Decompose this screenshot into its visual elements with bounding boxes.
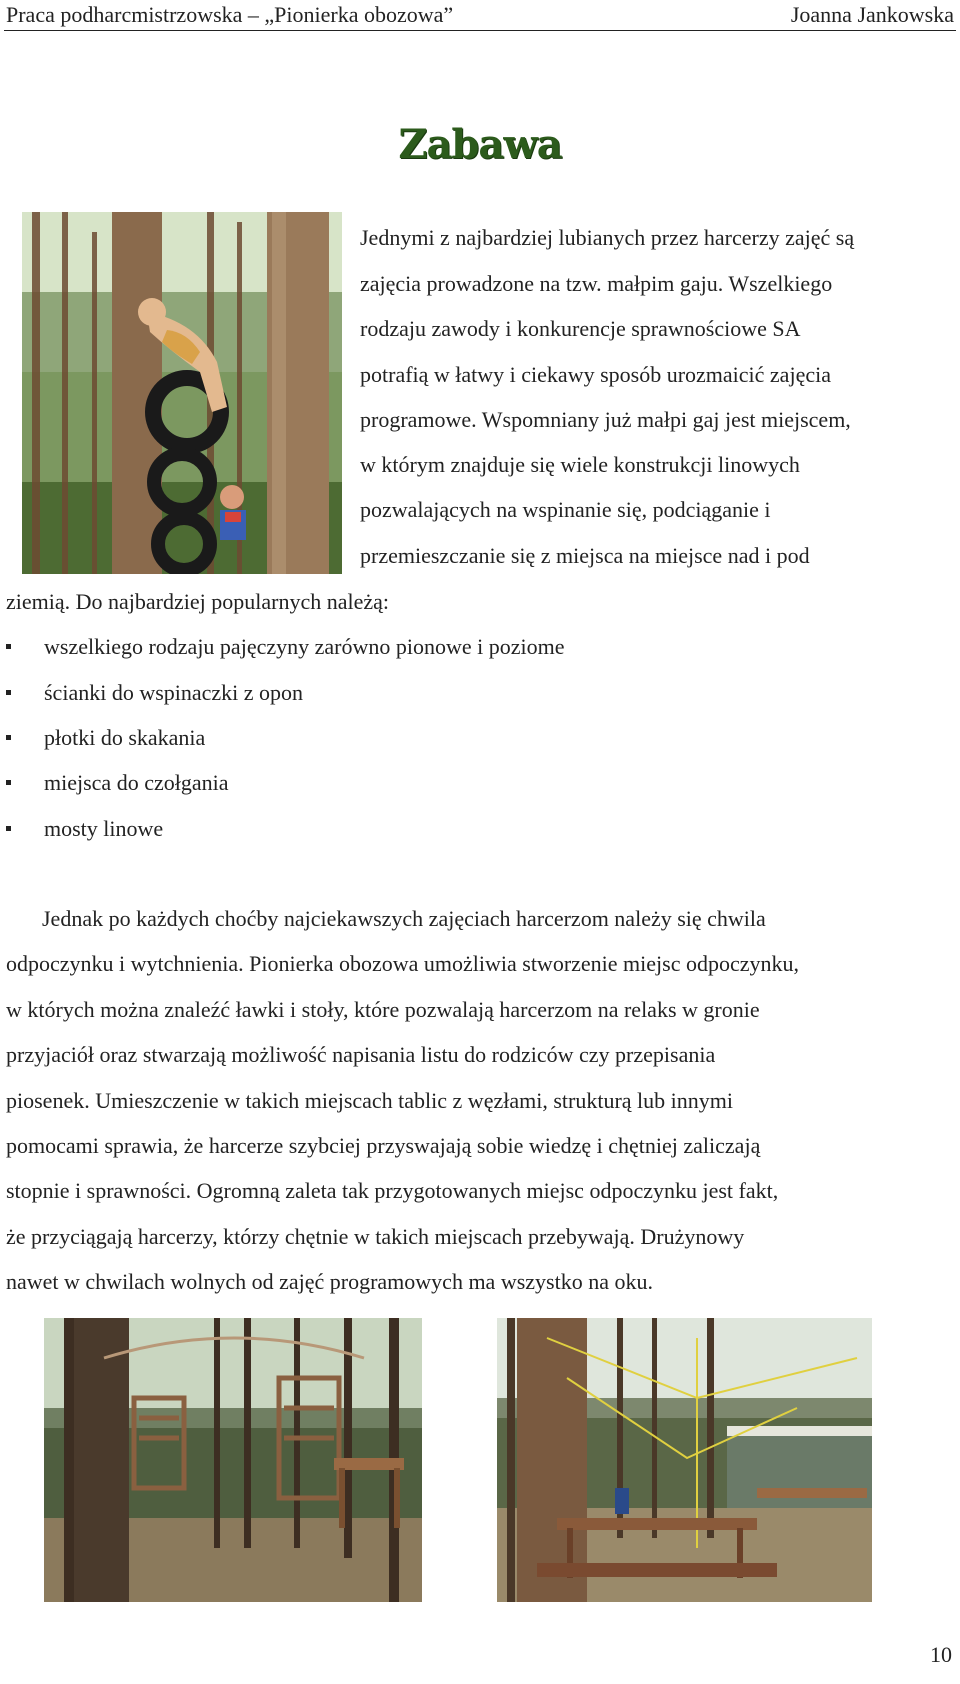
bullet-icon — [6, 780, 11, 785]
paragraph-line: nawet w chwilach wolnych od zajęć programowych ma wszystko na oku. — [6, 1269, 653, 1294]
header-author: Joanna Jankowska — [790, 2, 954, 27]
paragraph-line: stopnie i sprawności. Ogromną zaleta tak przygotowanych miejsc odpoczynku jest fakt, — [6, 1178, 779, 1203]
intro-line: przemieszczanie się z miejsca na miejsce nad i pod — [360, 543, 810, 568]
intro-line: programowe. Wspomniany już małpi gaj jest miejscem, — [360, 407, 851, 432]
photo-camp-structures — [44, 1318, 422, 1602]
photo-rest-area — [497, 1318, 872, 1602]
intro-line: ziemią. Do najbardziej popularnych należą: — [6, 589, 389, 614]
intro-line: Jednymi z najbardziej lubianych przez harcerzy zajęć są — [360, 225, 855, 250]
intro-line: rodzaju zawody i konkurencje sprawnościowe SA — [360, 316, 801, 341]
paragraph-line: przyjaciół oraz stwarzają możliwość napisania listu do rodziców czy przepisania — [6, 1042, 716, 1067]
page-number: 10 — [930, 1642, 952, 1667]
intro-line: zajęcia prowadzone na tzw. małpim gaju. Wszelkiego — [360, 271, 833, 296]
page-header — [4, 0, 956, 31]
list-item-text: miejsca do czołgania — [44, 770, 229, 795]
list-item-text: ścianki do wspinaczki z opon — [44, 680, 304, 705]
bullet-icon — [6, 690, 11, 695]
photo-tire-climbing — [22, 212, 342, 574]
paragraph-line: że przyciągają harcerzy, którzy chętnie w takich miejscach przebywają. Drużynowy — [6, 1224, 745, 1249]
paragraph-line: w których można znaleźć ławki i stoły, które pozwalają harcerzom na relaks w gronie — [6, 997, 760, 1022]
paragraph-line: pomocami sprawia, że harcerze szybciej przyswajają sobie wiedzę i chętniej zaliczają — [6, 1133, 761, 1158]
paragraph-line: piosenek. Umieszczenie w takich miejscach tablic z węzłami, strukturą lub innymi — [6, 1088, 733, 1113]
section-title: Zabawa — [398, 121, 562, 168]
list-item-text: wszelkiego rodzaju pajęczyny zarówno pionowe i poziome — [44, 634, 565, 659]
list-item-text: mosty linowe — [44, 816, 164, 841]
intro-line: potrafią w łatwy i ciekawy sposób urozmaicić zajęcia — [360, 362, 831, 387]
list-item-text: płotki do skakania — [44, 725, 206, 750]
intro-line: w którym znajduje się wiele konstrukcji linowych — [360, 452, 800, 477]
bullet-icon — [6, 644, 11, 649]
intro-line: pozwalających na wspinanie się, podciąganie i — [360, 497, 771, 522]
paragraph-line: Jednak po każdych choćby najciekawszych zajęciach harcerzom należy się chwila — [42, 906, 766, 931]
header-title: Praca podharcmistrzowska – „Pionierka obozowa” — [6, 2, 454, 27]
bullet-icon — [6, 735, 11, 740]
paragraph-line: odpoczynku i wytchnienia. Pionierka obozowa umożliwia stworzenie miejsc odpoczynku, — [6, 951, 800, 976]
bullet-icon — [6, 826, 11, 831]
